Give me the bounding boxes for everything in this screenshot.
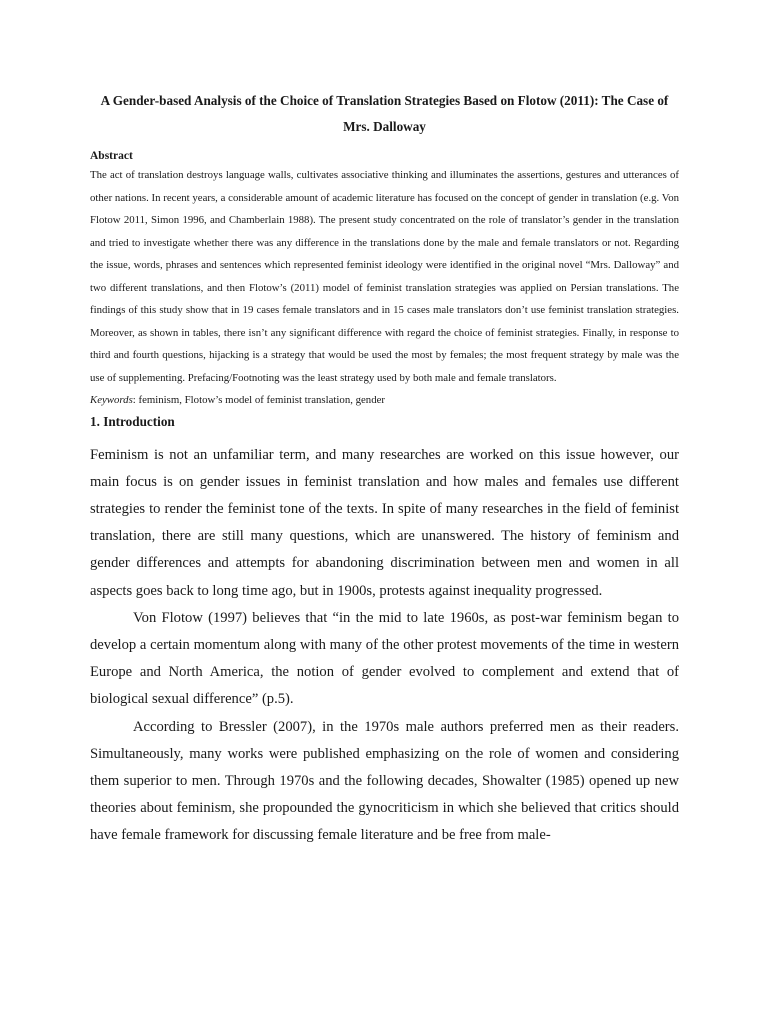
section-heading-introduction: 1. Introduction — [90, 413, 175, 429]
abstract-text: The act of translation destroys language walls, cultivates associative thinking and illuminates the assertions, gestures and utterances of other nations. In recent years, a considerable amount of academic literature has focused on the concept of gender in translation (e.g. Von Flotow 2011, Simon 1996, and Chamberlain 1988). The present study concentrated on the role of translator’s gender in the translation and tried to investigate whether there was any difference in the translations done by the male and female translators or not. Regarding the issue, words, phrases and sentences which represented feminist ideology were identified in the original novel “Mrs. Dalloway” and two different translations, and then Flotow’s (2011) model of feminist translation strategies was applied on Persian translations. The findings of this study show that in 19 cases female translators and in 15 cases male translators don’t use feminist translation strategies. Moreover, as shown in tables, there isn’t any significant difference with regard the choice of feminist strategies. Finally, in response to third and fourth questions, hijacking is a strategy that would be used the most by females; the most frequent strategy by male was the use of supplementing. Prefacing/Footnoting was the least strategy used by both male and female translators. — [90, 169, 679, 384]
body-paragraph: Feminism is not an unfamiliar term, and many researches are worked on this issue however, our main focus is on gender issues in feminist translation and how males and females use different strategies to render the feminist tone of the texts. In spite of many researches in the field of feminist translation, there are still many questions, which are unanswered. The history of feminism and gender differences and attempts for abandoning discrimination between men and women in all aspects goes back to long time ago, but in 1900s, protests against inequality progressed. — [90, 446, 679, 599]
paper-title: A Gender-based Analysis of the Choice of Translation Strategies Based on Flotow (2011): The Case of Mrs. Dalloway — [100, 93, 669, 134]
abstract-heading: Abstract — [90, 150, 133, 162]
keywords-text: : feminism, Flotow’s model of feminist translation, gender — [132, 394, 385, 406]
keywords-line — [90, 389, 679, 412]
body-paragraph: According to Bressler (2007), in the 1970s male authors preferred men as their readers. Simultaneously, many works were published emphasizing on the role of women and considering them superior to men. Through 1970s and the following decades, Showalter (1985) opened up new theories about feminism, she propounded the gynocriticism in which she believed that critics should have female framework for discussing female literature and be free from male- — [90, 718, 679, 844]
keywords-label: Keywords — [90, 394, 133, 406]
body-paragraph: Von Flotow (1997) believes that “in the mid to late 1960s, as post-war feminism began to develop a certain momentum along with many of the other protest movements of the time in western Europe and North America, the notion of gender evolved to complement and extend that of biological sexual difference” (p.5). — [90, 609, 679, 708]
document-page — [90, 88, 679, 850]
